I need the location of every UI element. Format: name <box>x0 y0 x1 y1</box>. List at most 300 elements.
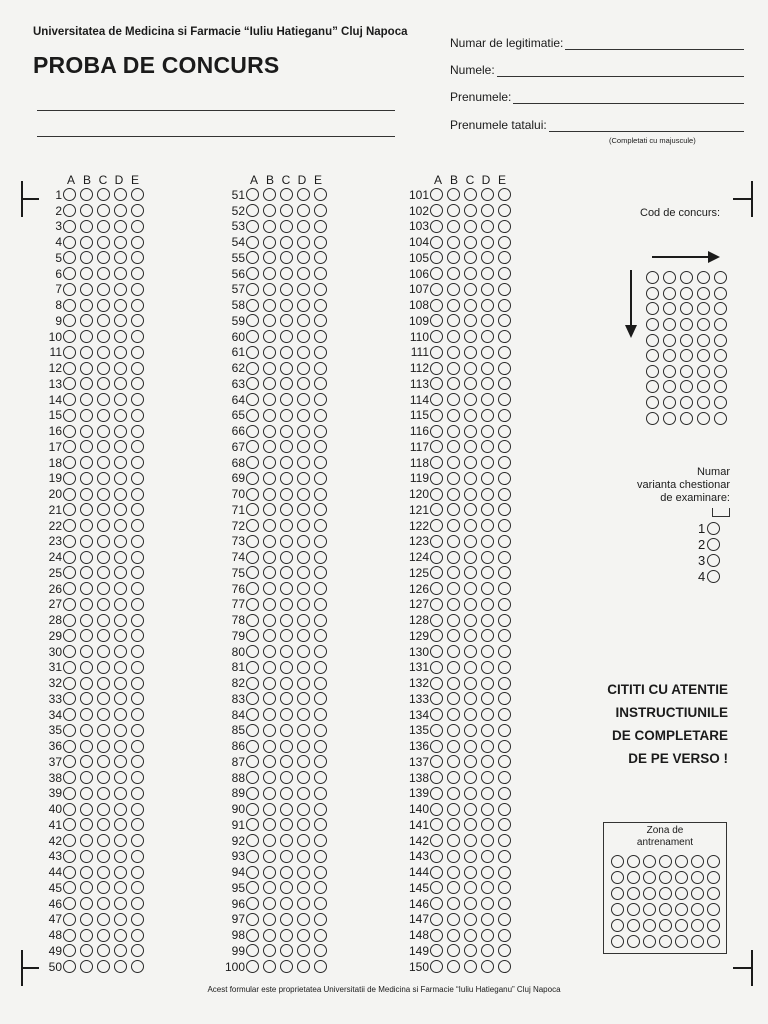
answer-bubble-e[interactable] <box>498 362 511 375</box>
answer-bubble-b[interactable] <box>263 188 276 201</box>
answer-bubble-a[interactable] <box>430 913 443 926</box>
answer-bubble-c[interactable] <box>280 740 293 753</box>
answer-bubble-d[interactable] <box>297 755 310 768</box>
answer-bubble-e[interactable] <box>131 944 144 957</box>
answer-bubble-d[interactable] <box>297 220 310 233</box>
answer-bubble-b[interactable] <box>80 535 93 548</box>
cod-concurs-bubble[interactable] <box>697 412 710 425</box>
cod-concurs-bubble[interactable] <box>680 318 693 331</box>
answer-bubble-c[interactable] <box>97 677 110 690</box>
answer-bubble-b[interactable] <box>80 377 93 390</box>
answer-bubble-b[interactable] <box>263 771 276 784</box>
field-line[interactable] <box>497 64 744 77</box>
answer-bubble-b[interactable] <box>263 755 276 768</box>
answer-bubble-d[interactable] <box>481 629 494 642</box>
answer-bubble-b[interactable] <box>447 503 460 516</box>
answer-bubble-e[interactable] <box>314 377 327 390</box>
zona-bubble[interactable] <box>643 855 656 868</box>
answer-bubble-e[interactable] <box>498 409 511 422</box>
answer-bubble-e[interactable] <box>131 299 144 312</box>
answer-bubble-b[interactable] <box>447 314 460 327</box>
answer-bubble-d[interactable] <box>114 881 127 894</box>
answer-bubble-c[interactable] <box>464 661 477 674</box>
answer-bubble-b[interactable] <box>263 314 276 327</box>
answer-bubble-d[interactable] <box>481 834 494 847</box>
answer-bubble-c[interactable] <box>97 645 110 658</box>
answer-bubble-b[interactable] <box>80 503 93 516</box>
answer-bubble-b[interactable] <box>80 582 93 595</box>
answer-bubble-a[interactable] <box>430 944 443 957</box>
answer-bubble-c[interactable] <box>280 456 293 469</box>
answer-bubble-a[interactable] <box>246 393 259 406</box>
answer-bubble-e[interactable] <box>131 393 144 406</box>
answer-bubble-a[interactable] <box>63 661 76 674</box>
answer-bubble-d[interactable] <box>297 330 310 343</box>
zona-bubble[interactable] <box>611 887 624 900</box>
answer-bubble-e[interactable] <box>314 929 327 942</box>
answer-bubble-e[interactable] <box>498 598 511 611</box>
answer-bubble-b[interactable] <box>447 944 460 957</box>
answer-bubble-a[interactable] <box>430 850 443 863</box>
answer-bubble-c[interactable] <box>97 330 110 343</box>
answer-bubble-c[interactable] <box>280 440 293 453</box>
answer-bubble-c[interactable] <box>97 913 110 926</box>
answer-bubble-a[interactable] <box>430 251 443 264</box>
cod-concurs-bubble[interactable] <box>646 349 659 362</box>
answer-bubble-d[interactable] <box>481 314 494 327</box>
answer-bubble-a[interactable] <box>63 283 76 296</box>
answer-bubble-e[interactable] <box>314 818 327 831</box>
answer-bubble-c[interactable] <box>280 188 293 201</box>
answer-bubble-c[interactable] <box>97 598 110 611</box>
answer-bubble-a[interactable] <box>246 204 259 217</box>
zona-bubble[interactable] <box>659 903 672 916</box>
varianta-option[interactable] <box>698 536 720 552</box>
cod-concurs-bubble[interactable] <box>646 396 659 409</box>
answer-bubble-e[interactable] <box>131 708 144 721</box>
zona-bubble[interactable] <box>611 903 624 916</box>
zona-bubble[interactable] <box>643 887 656 900</box>
cod-concurs-bubble[interactable] <box>697 334 710 347</box>
answer-bubble-d[interactable] <box>114 645 127 658</box>
answer-bubble-d[interactable] <box>481 850 494 863</box>
answer-bubble-e[interactable] <box>131 220 144 233</box>
answer-bubble-d[interactable] <box>481 535 494 548</box>
answer-bubble-b[interactable] <box>80 488 93 501</box>
answer-bubble-d[interactable] <box>114 834 127 847</box>
answer-bubble-c[interactable] <box>97 629 110 642</box>
answer-bubble-a[interactable] <box>430 677 443 690</box>
cod-concurs-bubble[interactable] <box>714 396 727 409</box>
answer-bubble-c[interactable] <box>280 267 293 280</box>
answer-bubble-c[interactable] <box>464 251 477 264</box>
answer-bubble-a[interactable] <box>246 503 259 516</box>
answer-bubble-b[interactable] <box>80 740 93 753</box>
answer-bubble-d[interactable] <box>297 393 310 406</box>
answer-bubble-b[interactable] <box>447 362 460 375</box>
answer-bubble-e[interactable] <box>314 251 327 264</box>
answer-bubble-b[interactable] <box>263 818 276 831</box>
answer-bubble-c[interactable] <box>97 220 110 233</box>
answer-bubble-d[interactable] <box>297 897 310 910</box>
answer-bubble-b[interactable] <box>447 472 460 485</box>
cod-concurs-bubble[interactable] <box>680 396 693 409</box>
answer-bubble-b[interactable] <box>80 188 93 201</box>
answer-bubble-d[interactable] <box>114 913 127 926</box>
answer-bubble-c[interactable] <box>464 803 477 816</box>
answer-bubble-d[interactable] <box>114 787 127 800</box>
answer-bubble-c[interactable] <box>464 787 477 800</box>
answer-bubble-d[interactable] <box>297 724 310 737</box>
answer-bubble-e[interactable] <box>314 204 327 217</box>
answer-bubble-e[interactable] <box>498 251 511 264</box>
answer-bubble-a[interactable] <box>430 629 443 642</box>
answer-bubble-e[interactable] <box>131 834 144 847</box>
answer-bubble-c[interactable] <box>464 724 477 737</box>
answer-bubble-c[interactable] <box>464 314 477 327</box>
answer-bubble-e[interactable] <box>498 566 511 579</box>
answer-bubble-b[interactable] <box>263 692 276 705</box>
answer-bubble-a[interactable] <box>246 960 259 973</box>
answer-bubble-a[interactable] <box>246 377 259 390</box>
answer-bubble-a[interactable] <box>430 661 443 674</box>
cod-concurs-bubble[interactable] <box>663 380 676 393</box>
answer-bubble-d[interactable] <box>114 582 127 595</box>
answer-bubble-a[interactable] <box>246 629 259 642</box>
answer-bubble-a[interactable] <box>246 944 259 957</box>
answer-bubble-a[interactable] <box>246 551 259 564</box>
answer-bubble-e[interactable] <box>498 771 511 784</box>
answer-bubble-c[interactable] <box>464 645 477 658</box>
answer-bubble-d[interactable] <box>297 818 310 831</box>
answer-bubble-e[interactable] <box>498 377 511 390</box>
varianta-bubble[interactable] <box>707 522 720 535</box>
answer-bubble-e[interactable] <box>498 519 511 532</box>
answer-bubble-b[interactable] <box>80 881 93 894</box>
answer-bubble-e[interactable] <box>314 582 327 595</box>
answer-bubble-c[interactable] <box>280 535 293 548</box>
answer-bubble-a[interactable] <box>246 314 259 327</box>
answer-bubble-e[interactable] <box>498 645 511 658</box>
answer-bubble-a[interactable] <box>430 236 443 249</box>
answer-bubble-a[interactable] <box>63 377 76 390</box>
answer-bubble-a[interactable] <box>430 188 443 201</box>
answer-bubble-c[interactable] <box>280 661 293 674</box>
answer-bubble-c[interactable] <box>97 299 110 312</box>
answer-bubble-c[interactable] <box>97 771 110 784</box>
answer-bubble-c[interactable] <box>464 362 477 375</box>
answer-bubble-d[interactable] <box>114 456 127 469</box>
answer-bubble-d[interactable] <box>297 866 310 879</box>
zona-bubble[interactable] <box>691 903 704 916</box>
answer-bubble-a[interactable] <box>63 409 76 422</box>
field-legitimatie[interactable] <box>450 36 744 50</box>
answer-bubble-b[interactable] <box>263 787 276 800</box>
answer-bubble-b[interactable] <box>263 614 276 627</box>
answer-bubble-b[interactable] <box>447 850 460 863</box>
answer-bubble-d[interactable] <box>114 346 127 359</box>
cod-concurs-bubble[interactable] <box>646 334 659 347</box>
zona-bubble[interactable] <box>627 919 640 932</box>
answer-bubble-d[interactable] <box>114 188 127 201</box>
answer-bubble-b[interactable] <box>447 960 460 973</box>
cod-concurs-bubble[interactable] <box>646 302 659 315</box>
answer-bubble-d[interactable] <box>297 913 310 926</box>
answer-bubble-a[interactable] <box>63 629 76 642</box>
answer-bubble-e[interactable] <box>131 551 144 564</box>
answer-bubble-c[interactable] <box>464 944 477 957</box>
zona-bubble[interactable] <box>627 903 640 916</box>
answer-bubble-a[interactable] <box>246 330 259 343</box>
answer-bubble-d[interactable] <box>481 283 494 296</box>
answer-bubble-c[interactable] <box>464 771 477 784</box>
answer-bubble-d[interactable] <box>297 456 310 469</box>
answer-bubble-d[interactable] <box>114 850 127 863</box>
answer-bubble-c[interactable] <box>280 897 293 910</box>
answer-bubble-e[interactable] <box>314 740 327 753</box>
answer-bubble-e[interactable] <box>131 503 144 516</box>
answer-bubble-d[interactable] <box>297 708 310 721</box>
zona-bubble[interactable] <box>675 903 688 916</box>
cod-concurs-bubble[interactable] <box>663 396 676 409</box>
answer-bubble-c[interactable] <box>97 393 110 406</box>
answer-bubble-d[interactable] <box>481 771 494 784</box>
answer-bubble-d[interactable] <box>114 267 127 280</box>
answer-bubble-b[interactable] <box>447 251 460 264</box>
answer-bubble-a[interactable] <box>430 708 443 721</box>
answer-bubble-e[interactable] <box>498 267 511 280</box>
answer-bubble-a[interactable] <box>246 677 259 690</box>
answer-bubble-c[interactable] <box>464 677 477 690</box>
answer-bubble-c[interactable] <box>97 566 110 579</box>
answer-bubble-a[interactable] <box>430 267 443 280</box>
answer-bubble-d[interactable] <box>481 645 494 658</box>
answer-bubble-a[interactable] <box>63 440 76 453</box>
answer-bubble-e[interactable] <box>314 283 327 296</box>
answer-bubble-a[interactable] <box>246 251 259 264</box>
answer-bubble-a[interactable] <box>63 535 76 548</box>
answer-bubble-e[interactable] <box>131 960 144 973</box>
answer-bubble-d[interactable] <box>481 488 494 501</box>
answer-bubble-e[interactable] <box>498 472 511 485</box>
answer-bubble-d[interactable] <box>114 929 127 942</box>
answer-bubble-c[interactable] <box>97 188 110 201</box>
answer-bubble-c[interactable] <box>280 755 293 768</box>
answer-bubble-a[interactable] <box>430 724 443 737</box>
zona-bubble[interactable] <box>659 935 672 948</box>
answer-bubble-e[interactable] <box>498 456 511 469</box>
answer-bubble-b[interactable] <box>263 488 276 501</box>
zona-bubble[interactable] <box>611 871 624 884</box>
answer-bubble-c[interactable] <box>97 519 110 532</box>
answer-bubble-d[interactable] <box>481 803 494 816</box>
answer-bubble-d[interactable] <box>114 740 127 753</box>
answer-bubble-b[interactable] <box>263 204 276 217</box>
answer-bubble-b[interactable] <box>80 566 93 579</box>
answer-bubble-a[interactable] <box>430 377 443 390</box>
zona-bubble[interactable] <box>659 887 672 900</box>
answer-bubble-b[interactable] <box>447 456 460 469</box>
answer-bubble-b[interactable] <box>80 929 93 942</box>
cod-concurs-bubble[interactable] <box>663 412 676 425</box>
answer-bubble-a[interactable] <box>246 724 259 737</box>
answer-bubble-c[interactable] <box>97 472 110 485</box>
answer-bubble-d[interactable] <box>114 724 127 737</box>
answer-bubble-d[interactable] <box>297 188 310 201</box>
answer-bubble-a[interactable] <box>430 818 443 831</box>
zona-bubble[interactable] <box>611 935 624 948</box>
answer-bubble-a[interactable] <box>430 393 443 406</box>
answer-bubble-a[interactable] <box>63 299 76 312</box>
answer-bubble-c[interactable] <box>280 409 293 422</box>
answer-bubble-c[interactable] <box>97 488 110 501</box>
answer-bubble-a[interactable] <box>430 692 443 705</box>
answer-bubble-b[interactable] <box>263 346 276 359</box>
answer-bubble-b[interactable] <box>447 708 460 721</box>
answer-bubble-e[interactable] <box>498 393 511 406</box>
answer-bubble-e[interactable] <box>498 692 511 705</box>
answer-bubble-a[interactable] <box>430 582 443 595</box>
answer-bubble-a[interactable] <box>430 456 443 469</box>
answer-bubble-d[interactable] <box>481 425 494 438</box>
answer-bubble-d[interactable] <box>481 551 494 564</box>
answer-bubble-a[interactable] <box>63 755 76 768</box>
cod-concurs-bubble[interactable] <box>646 412 659 425</box>
answer-bubble-a[interactable] <box>63 771 76 784</box>
answer-bubble-a[interactable] <box>246 850 259 863</box>
cod-concurs-bubble[interactable] <box>646 318 659 331</box>
answer-bubble-e[interactable] <box>498 346 511 359</box>
cod-concurs-bubble[interactable] <box>680 365 693 378</box>
answer-bubble-e[interactable] <box>131 488 144 501</box>
answer-bubble-e[interactable] <box>131 188 144 201</box>
answer-bubble-c[interactable] <box>280 913 293 926</box>
answer-bubble-d[interactable] <box>114 566 127 579</box>
zona-bubble[interactable] <box>627 855 640 868</box>
answer-bubble-d[interactable] <box>481 519 494 532</box>
answer-bubble-e[interactable] <box>131 440 144 453</box>
answer-bubble-c[interactable] <box>280 881 293 894</box>
answer-bubble-e[interactable] <box>314 677 327 690</box>
answer-bubble-b[interactable] <box>80 362 93 375</box>
answer-bubble-c[interactable] <box>464 629 477 642</box>
answer-bubble-d[interactable] <box>481 362 494 375</box>
answer-bubble-d[interactable] <box>114 503 127 516</box>
answer-bubble-b[interactable] <box>80 913 93 926</box>
answer-bubble-b[interactable] <box>80 629 93 642</box>
answer-bubble-d[interactable] <box>481 740 494 753</box>
answer-bubble-b[interactable] <box>447 897 460 910</box>
answer-bubble-c[interactable] <box>97 204 110 217</box>
answer-bubble-e[interactable] <box>314 551 327 564</box>
cod-concurs-bubble[interactable] <box>646 365 659 378</box>
answer-bubble-b[interactable] <box>263 881 276 894</box>
answer-bubble-a[interactable] <box>246 598 259 611</box>
answer-bubble-a[interactable] <box>63 708 76 721</box>
answer-bubble-d[interactable] <box>297 551 310 564</box>
answer-bubble-b[interactable] <box>263 566 276 579</box>
answer-bubble-a[interactable] <box>430 881 443 894</box>
answer-bubble-d[interactable] <box>481 755 494 768</box>
answer-bubble-e[interactable] <box>498 236 511 249</box>
answer-bubble-c[interactable] <box>97 314 110 327</box>
answer-bubble-a[interactable] <box>246 881 259 894</box>
cod-concurs-bubble[interactable] <box>714 365 727 378</box>
answer-bubble-a[interactable] <box>430 362 443 375</box>
answer-bubble-b[interactable] <box>263 850 276 863</box>
answer-bubble-b[interactable] <box>263 708 276 721</box>
cod-concurs-bubble[interactable] <box>646 287 659 300</box>
answer-bubble-d[interactable] <box>114 771 127 784</box>
answer-bubble-e[interactable] <box>314 960 327 973</box>
answer-bubble-b[interactable] <box>263 409 276 422</box>
answer-bubble-e[interactable] <box>498 330 511 343</box>
zona-bubble[interactable] <box>659 871 672 884</box>
answer-bubble-b[interactable] <box>80 393 93 406</box>
answer-bubble-a[interactable] <box>63 897 76 910</box>
answer-bubble-b[interactable] <box>263 740 276 753</box>
answer-bubble-b[interactable] <box>80 614 93 627</box>
answer-bubble-c[interactable] <box>464 456 477 469</box>
zona-bubble[interactable] <box>707 871 720 884</box>
varianta-box[interactable] <box>712 508 730 517</box>
answer-bubble-c[interactable] <box>97 551 110 564</box>
answer-bubble-c[interactable] <box>280 299 293 312</box>
answer-bubble-e[interactable] <box>314 913 327 926</box>
answer-bubble-d[interactable] <box>297 283 310 296</box>
answer-bubble-d[interactable] <box>481 582 494 595</box>
answer-bubble-d[interactable] <box>481 677 494 690</box>
answer-bubble-b[interactable] <box>80 818 93 831</box>
answer-bubble-a[interactable] <box>246 708 259 721</box>
answer-bubble-a[interactable] <box>430 929 443 942</box>
answer-bubble-a[interactable] <box>430 346 443 359</box>
answer-bubble-e[interactable] <box>498 818 511 831</box>
cod-concurs-bubble[interactable] <box>697 287 710 300</box>
answer-bubble-c[interactable] <box>464 267 477 280</box>
answer-bubble-d[interactable] <box>114 393 127 406</box>
answer-bubble-c[interactable] <box>280 692 293 705</box>
answer-bubble-b[interactable] <box>80 645 93 658</box>
answer-bubble-d[interactable] <box>481 708 494 721</box>
answer-bubble-e[interactable] <box>314 362 327 375</box>
zona-bubble[interactable] <box>707 903 720 916</box>
field-nume[interactable] <box>450 63 744 77</box>
answer-bubble-d[interactable] <box>297 314 310 327</box>
answer-bubble-e[interactable] <box>314 299 327 312</box>
answer-bubble-e[interactable] <box>314 425 327 438</box>
answer-bubble-c[interactable] <box>280 929 293 942</box>
answer-bubble-c[interactable] <box>97 503 110 516</box>
answer-bubble-d[interactable] <box>297 519 310 532</box>
cod-concurs-bubble[interactable] <box>714 302 727 315</box>
answer-bubble-b[interactable] <box>80 267 93 280</box>
field-prenume[interactable] <box>450 90 744 104</box>
answer-bubble-d[interactable] <box>481 346 494 359</box>
zona-bubble[interactable] <box>691 887 704 900</box>
answer-bubble-d[interactable] <box>114 551 127 564</box>
answer-bubble-c[interactable] <box>97 960 110 973</box>
answer-bubble-c[interactable] <box>464 188 477 201</box>
zona-bubble[interactable] <box>659 855 672 868</box>
field-prenume-tatalui[interactable] <box>450 118 744 132</box>
answer-bubble-d[interactable] <box>114 425 127 438</box>
answer-bubble-c[interactable] <box>97 834 110 847</box>
answer-bubble-b[interactable] <box>80 409 93 422</box>
answer-bubble-a[interactable] <box>430 897 443 910</box>
zona-bubble[interactable] <box>611 855 624 868</box>
answer-bubble-a[interactable] <box>246 803 259 816</box>
